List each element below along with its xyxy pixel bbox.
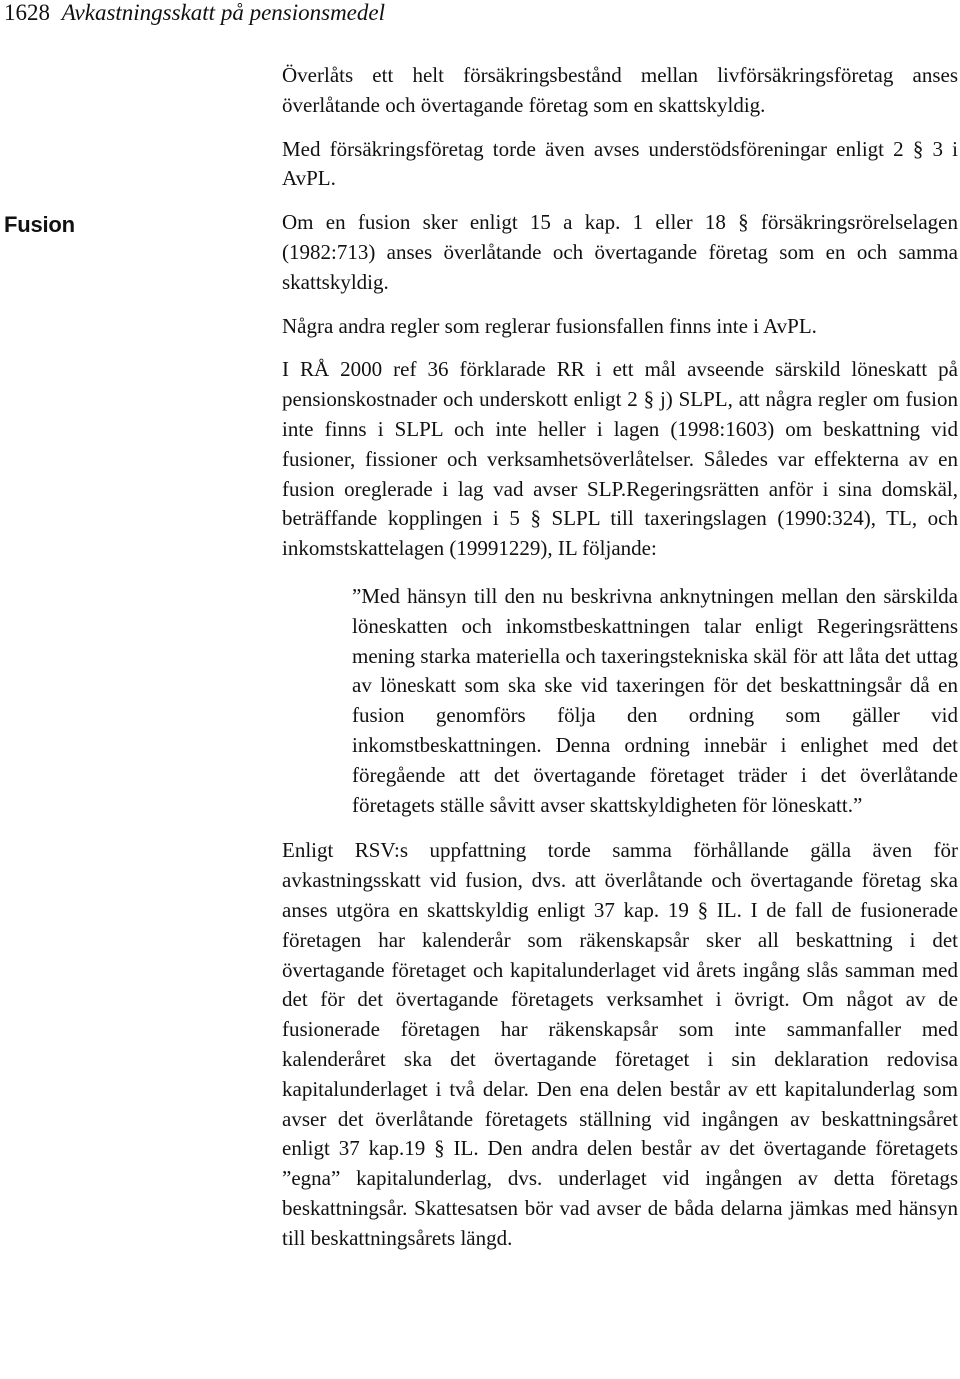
paragraph-no-other-rules: Några andra regler som reglerar fusionsfallen finns inte i AvPL. [282,313,817,338]
running-title: Avkastningsskatt på pensionsmedel [61,0,385,25]
paragraph-transfer: Överlåts ett helt försäkringsbestånd mellan livförsäkringsföretag anses överlåtande och övertagande företag som en skattskyldig. [282,63,958,117]
paragraph-insurance-companies: Med försäkringsföretag torde även avses understödsföreningar enligt 2 § 3 i AvPL. [282,136,958,191]
body-text [282,61,958,1267]
court-quote: ”Med hänsyn till den nu beskrivna anknytningen mellan den särskilda löneskatten och inkomstbeskattningen talar enligt Regeringsrättens mening starka materiella och taxeringstekniska skäl för att låta det uttag av löneskatt som ska ske vid taxeringen för det beskattningsår då en fusion genomförs följa den ordning som gäller vid inkomstbeskattningen. Denna ordning innebär i enlighet med det föregående att det övertagande företaget träder i det överlåtande företagets ställe såvitt avser skattskyldigheten för löneskatt.” [352,583,958,817]
page-header [4,0,385,27]
side-heading-fusion: Fusion [4,212,75,237]
paragraph-fusion-rule: Om en fusion sker enligt 15 a kap. 1 eller 18 § försäkringsrörelselagen (1982:713) anses överlåtande och övertagande företag som en och samma skattskyldig. [282,210,958,294]
page-number: 1628 [4,0,50,25]
paragraph-rsv-view: Enligt RSV:s uppfattning torde samma förhållande gälla även för avkastningsskatt vid fusion, dvs. att överlåtande och övertagande företag ska anses utgöra en skattskyldig enligt 37 kap. 19 § IL. I de fall de fusionerade företagen har kalenderår som räkenskapsår sker all beskattning i det övertagande företaget och kapitalunderlaget vid årets ingång slås samman med det för det övertagande företagets verksamhet i övrigt. Om något av de fusionerade företagen har räkenskapsår som inte sammanfaller med kalenderåret ska det övertagande företaget i sin deklaration redovisa kapitalunderlaget i två delar. Den ena delen består av ett kapitalunderlag som avser det överlåtande företagets ställning vid ingången av beskattningsåret enligt 37 kap.19 § IL. Den andra delen består av det övertagande företagets ”egna” kapitalunderlag, dvs. underlaget vid ingången av detta företags beskattningsår. Skattesatsen bör vad avser de båda delarna jämkas med hänsyn till beskattningsårets längd. [282,838,958,1250]
paragraph-court-case: I RÅ 2000 ref 36 förklarade RR i ett mål avseende särskild löneskatt på pensionskostnader och underskott enligt 2 § j) SLPL, att några regler om fusion inte finns i SLPL och inte heller i lagen (1998:1603) om beskattning vid fusioner, fissioner och verksamhetsöverlåtelser. Således var effekterna av en fusion oreglerade i lag vad avser SLP.Regeringsrätten anför i sina domskäl, beträffande kopplingen i 5 § SLPL till taxeringslagen (1990:324), TL, och inkomstskattelagen (19991229), IL följande: [282,357,958,561]
